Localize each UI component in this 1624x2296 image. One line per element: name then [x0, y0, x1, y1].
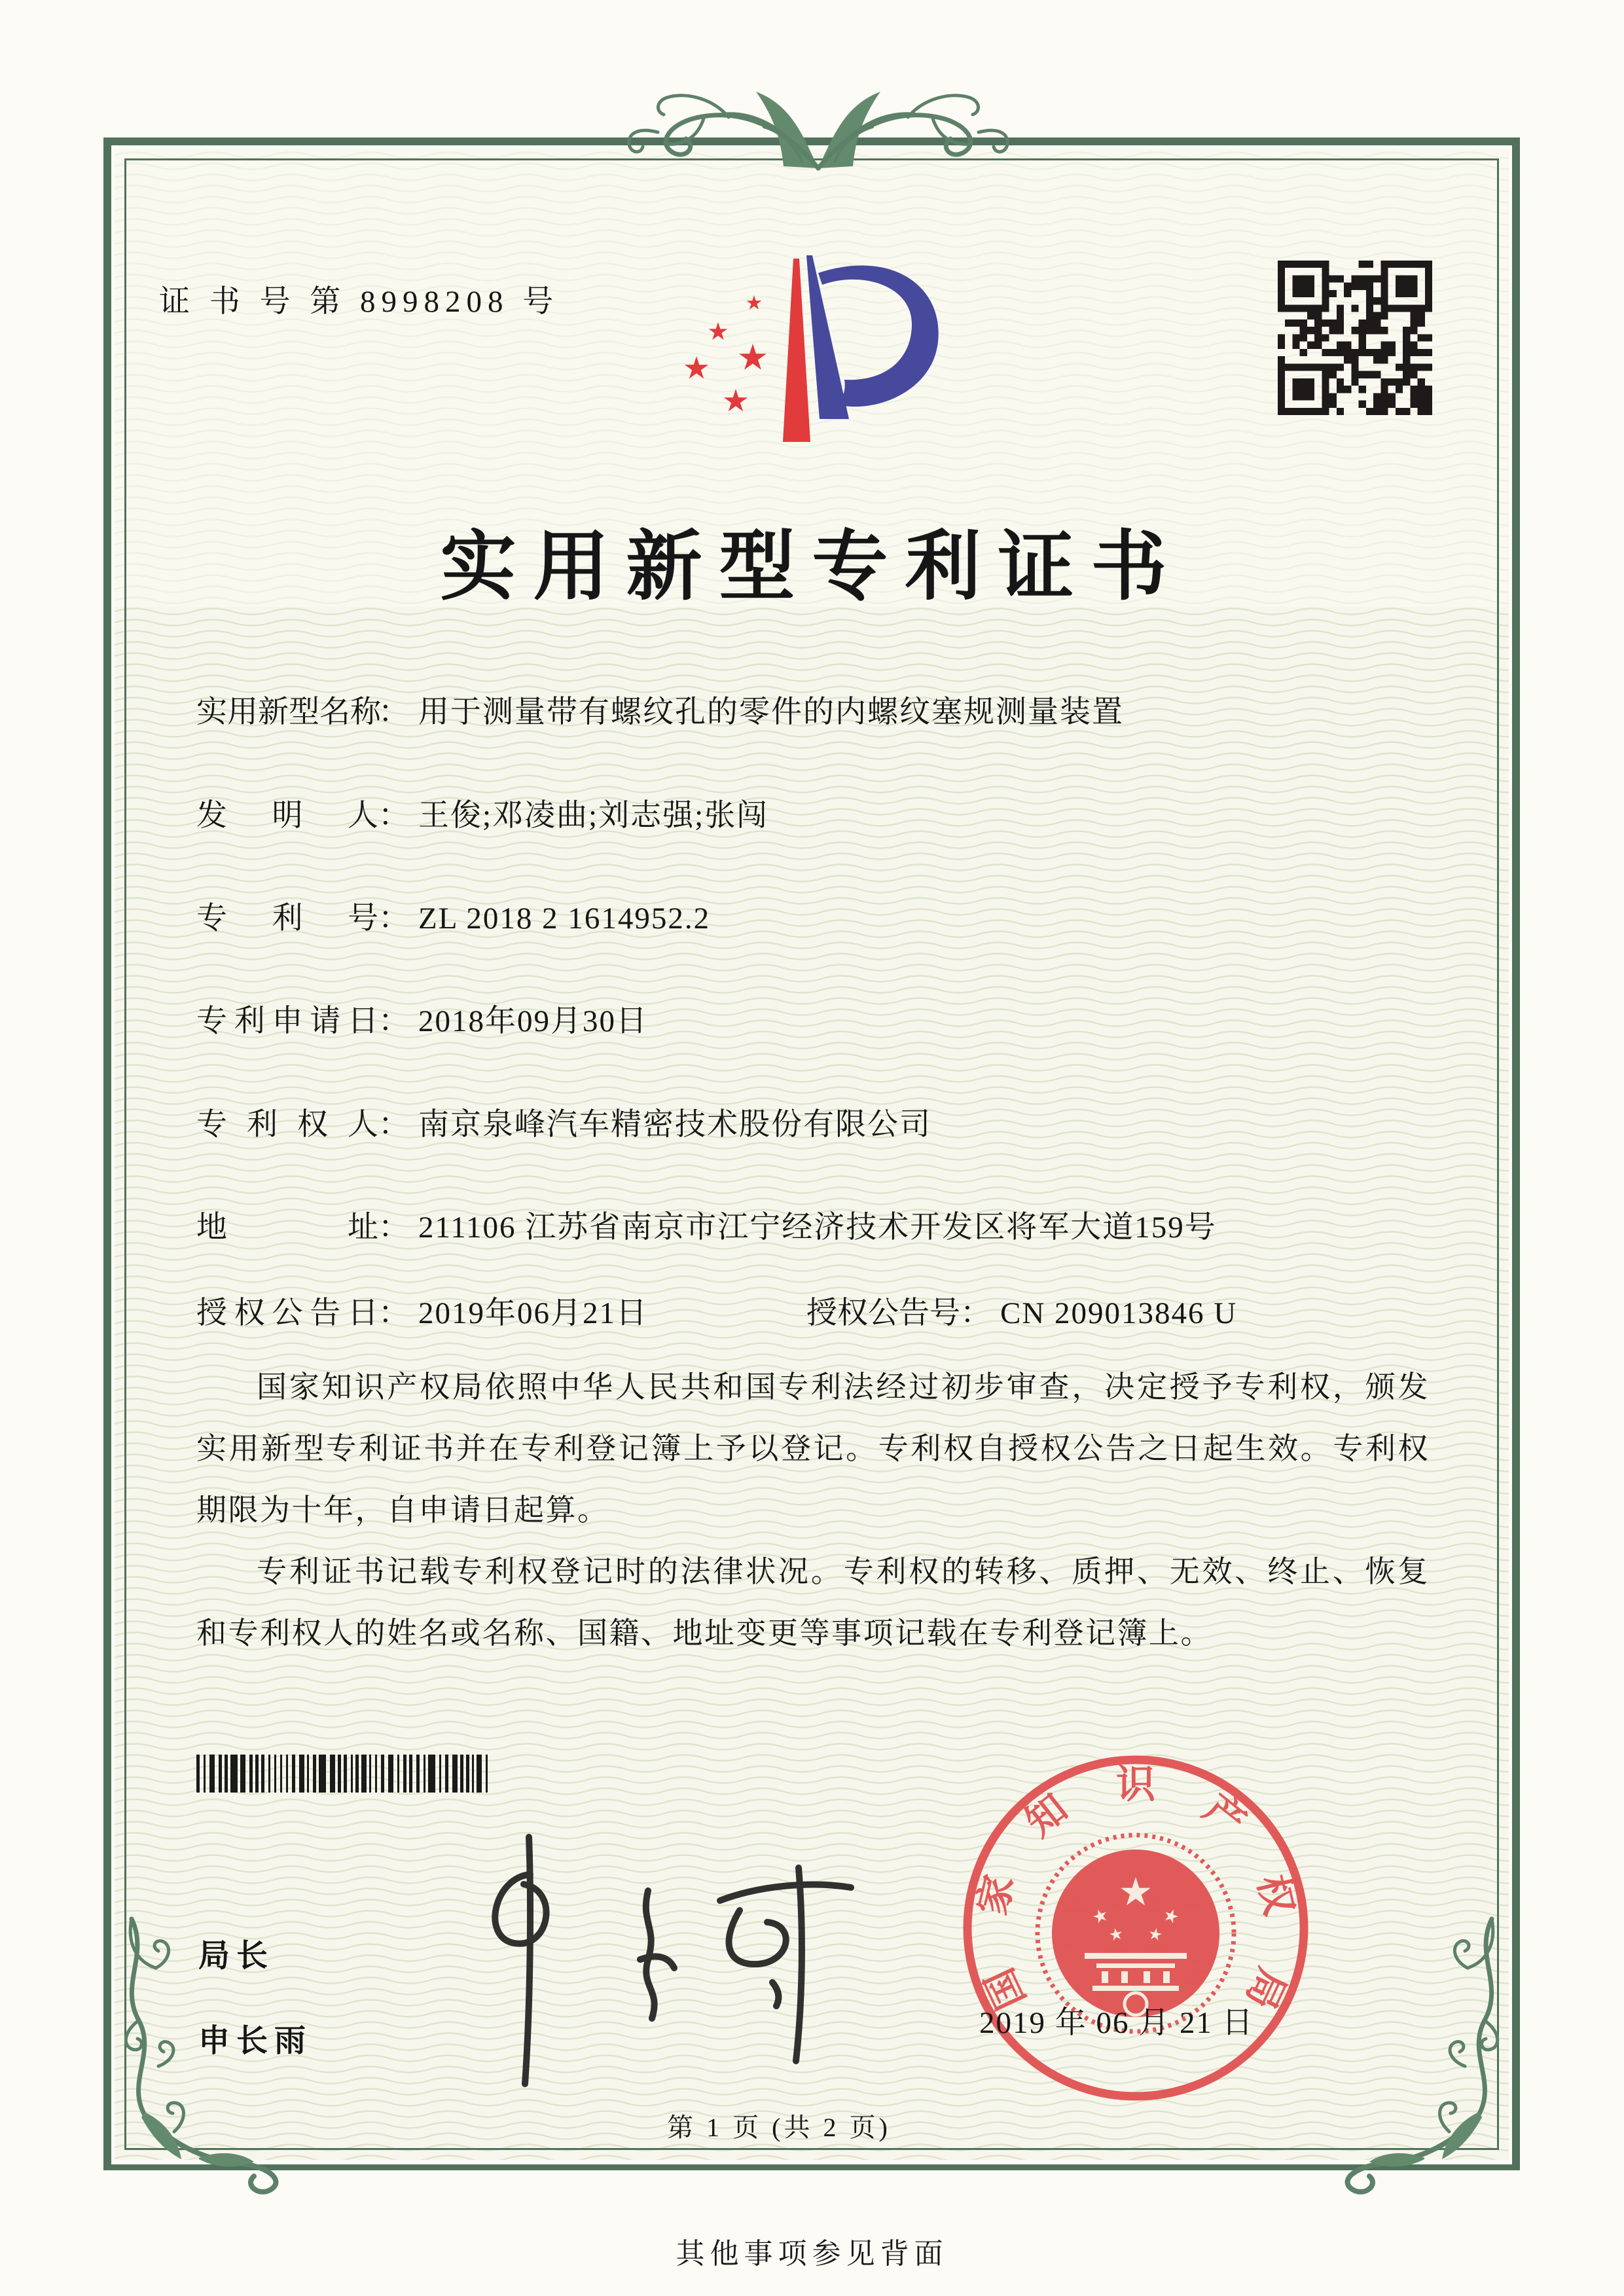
field-label: 专利号	[196, 902, 378, 936]
grant-no-value: CN 209013846 U	[1000, 1296, 1238, 1330]
svg-text:识: 识	[1116, 1762, 1155, 1806]
field-value: 2018年09月30日	[418, 1004, 648, 1038]
qr-code	[1278, 261, 1432, 415]
field-row-patentee	[196, 1100, 931, 1144]
field-value: 南京泉峰汽车精密技术股份有限公司	[418, 1108, 931, 1142]
field-colon: ：	[378, 1108, 409, 1142]
seal-date: 2019 年 06 月 21 日	[979, 2006, 1254, 2040]
field-row-filing-date	[196, 996, 648, 1040]
field-row-address	[196, 1203, 1217, 1247]
legal-paragraph-1: 国家知识产权局依照中华人民共和国专利法经过初步审查，决定授予专利权，颁发实用新型专利证书并在专利登记簿上予以登记。专利权自授权公告之日起生效。专利权期限为十年，自申请日起算。	[196, 1370, 1430, 1527]
field-colon: ：	[378, 902, 409, 936]
field-colon: ：	[378, 695, 409, 729]
field-label: 实用新型名称	[196, 695, 381, 729]
field-row-patent-no	[196, 894, 710, 938]
field-value: ZL 2018 2 1614952.2	[418, 902, 711, 936]
field-label: 专利申请日	[196, 1004, 378, 1038]
cnipa-logo-icon	[681, 213, 956, 442]
field-colon: ：	[960, 1296, 991, 1330]
grant-date-label: 授权公告日	[196, 1296, 378, 1330]
field-colon: ：	[378, 1004, 409, 1038]
official-seal	[933, 1725, 1339, 2131]
field-label: 专利权人	[196, 1108, 378, 1142]
grant-row	[196, 1288, 1506, 1332]
back-note: 其他事项参见背面	[676, 2238, 948, 2270]
svg-text:权: 权	[1250, 1870, 1301, 1920]
svg-text:局: 局	[1238, 1961, 1294, 2016]
corner-flourish-right	[1331, 1916, 1528, 2198]
legal-paragraph-2: 专利证书记载专利权登记时的法律状况。专利权的转移、质押、无效、终止、恢复和专利权人的姓名或名称、国籍、地址变更等事项记载在专利登记簿上。	[196, 1555, 1430, 1650]
certificate-title: 实用新型专利证书	[440, 526, 1184, 610]
field-row-inventors	[196, 791, 768, 835]
field-value: 211106 江苏省南京市江宁经济技术开发区将军大道159号	[418, 1211, 1217, 1245]
commissioner-signature	[432, 1812, 864, 2095]
grant-date-value: 2019年06月21日	[418, 1296, 648, 1330]
svg-text:国: 国	[977, 1961, 1034, 2016]
field-label: 地址	[196, 1211, 378, 1245]
field-value: 用于测量带有螺纹孔的零件的内螺纹塞规测量装置	[418, 695, 1124, 729]
grant-no-label: 授权公告号	[806, 1296, 960, 1330]
legal-text	[196, 1357, 1430, 1664]
svg-text:家: 家	[970, 1870, 1022, 1920]
top-flourish	[612, 34, 1024, 177]
field-label: 发明人	[196, 799, 378, 833]
barcode	[196, 1755, 495, 1793]
certificate-number: 证 书 号 第 8998208 号	[159, 285, 560, 319]
signer-title: 局长	[198, 1939, 275, 1973]
page-indicator: 第 1 页 (共 2 页)	[667, 2113, 891, 2142]
svg-text:产: 产	[1195, 1786, 1254, 1845]
svg-text:知: 知	[1018, 1786, 1076, 1845]
field-row-name	[196, 687, 1124, 731]
field-colon: ：	[378, 799, 409, 833]
signer-name: 申长雨	[198, 2024, 313, 2058]
field-colon: ：	[378, 1211, 409, 1245]
field-value: 王俊;邓凌曲;刘志强;张闯	[418, 799, 769, 833]
field-colon: ：	[378, 1296, 409, 1330]
